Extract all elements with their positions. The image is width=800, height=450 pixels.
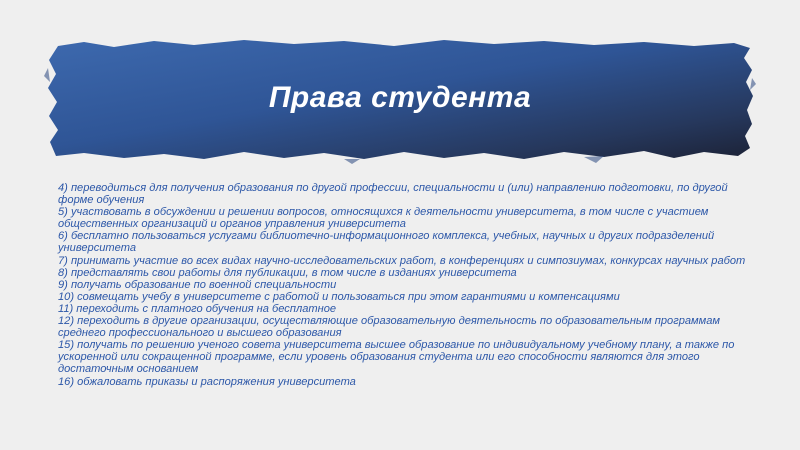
list-item: 10) совмещать учебу в университете с работой и пользоваться при этом гарантиями и компенсациями — [58, 290, 620, 303]
list-item: 4) переводиться для получения образования по другой профессии, специальности и (или) направлению подготовки, по другой форме обучения — [58, 182, 728, 207]
list-item: 12) переходить в другие организации, осуществляющие образовательную деятельность по образовательным программам среднего профессионального и высшего образования — [58, 315, 721, 340]
list-item: 11) переходить с платного обучения на бесплатное — [58, 302, 337, 315]
list-item: 9) получать образование по военной специальности — [58, 278, 337, 291]
list-item: 7) принимать участие во всех видах научно-исследовательских работ, в конференциях и симпозиумах, конкурсах научных работ — [58, 254, 746, 267]
list-item: 16) обжаловать приказы и распоряжения университета — [58, 375, 356, 388]
rights-list — [58, 182, 758, 388]
list-item: 5) участвовать в обсуждении и решении вопросов, относящихся к деятельности университета, в том числе с участием общественных организаций и органов управления университета — [58, 206, 709, 231]
slide-title: Права студента — [268, 81, 532, 114]
list-item: 6) бесплатно пользоваться услугами библиотечно-информационного комплекса, учебных, научных и других подразделений университета — [58, 230, 715, 255]
list-item: 15) получать по решению ученого совета университета высшее образование по индивидуальному учебному плану, а также по ускоренной или сокращенной программе, если уровень образования студента или его способности являются для этого достаточным основанием — [58, 339, 735, 376]
list-item: 8) представлять свои работы для публикации, в том числе в изданиях университета — [58, 266, 517, 279]
title-banner — [44, 38, 756, 166]
